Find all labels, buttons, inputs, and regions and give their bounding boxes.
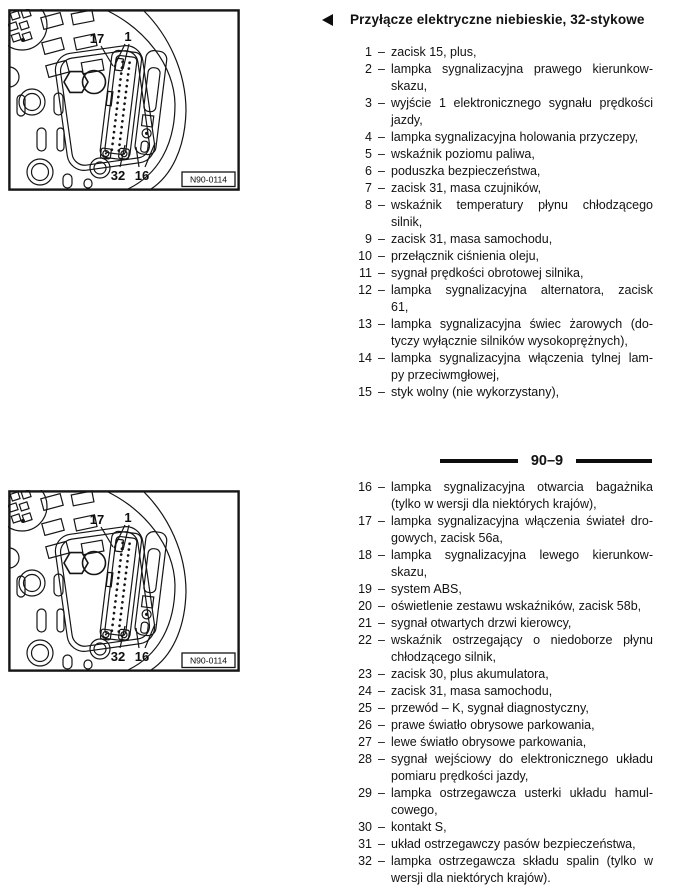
item-text (391, 282, 653, 316)
item-dash: – (378, 752, 385, 766)
list-item (338, 316, 654, 350)
item-text (391, 180, 653, 197)
item-text (391, 547, 653, 581)
list-item (338, 785, 654, 819)
item-dash: – (378, 45, 385, 59)
item-number: 4 (365, 130, 372, 144)
pin-list-16-32 (338, 479, 654, 887)
item-line: chłodzącego silnik, (391, 650, 496, 664)
list-item (338, 632, 654, 666)
item-line: lampka sygnalizacyjna włączenia świateł dro- (391, 514, 653, 528)
item-line: skazu, (391, 565, 428, 579)
item-text (391, 265, 653, 282)
list-item (338, 598, 654, 615)
item-line: lampka sygnalizacyjna otwarcia bagażnika (391, 480, 653, 494)
item-line: sygnał wejściowy do elektronicznego układu (391, 752, 653, 766)
item-dash: – (378, 820, 385, 834)
item-dash: – (378, 385, 385, 399)
item-dash: – (378, 96, 385, 110)
item-line: zacisk 31, masa samochodu, (391, 232, 553, 246)
item-number: 27 (358, 735, 372, 749)
item-number: 6 (365, 164, 372, 178)
item-number: 17 (358, 514, 372, 528)
item-number: 12 (358, 283, 372, 297)
item-dash: – (378, 684, 385, 698)
item-dash: – (378, 317, 385, 331)
list-item (338, 231, 654, 248)
item-number: 14 (358, 351, 372, 365)
list-item (338, 129, 654, 146)
item-text (391, 146, 653, 163)
item-number: 28 (358, 752, 372, 766)
item-text (391, 384, 653, 401)
item-number: 2 (365, 62, 372, 76)
list-item (338, 479, 654, 513)
item-line: wyjście 1 elektronicznego sygnału prędkości (391, 96, 653, 110)
section-marker-icon (322, 14, 333, 26)
item-text (391, 316, 653, 350)
list-item (338, 819, 654, 836)
item-number: 18 (358, 548, 372, 562)
item-number: 22 (358, 633, 372, 647)
list-item (338, 836, 654, 853)
item-line: wskaźnik temperatury płynu chłodzącego (391, 198, 653, 212)
item-number: 13 (358, 317, 372, 331)
item-number: 7 (365, 181, 372, 195)
item-number: 24 (358, 684, 372, 698)
item-number: 5 (365, 147, 372, 161)
list-item (338, 95, 654, 129)
item-number: 30 (358, 820, 372, 834)
item-line: zacisk 31, masa czujników, (391, 181, 542, 195)
item-number: 16 (358, 480, 372, 494)
list-item (338, 163, 654, 180)
item-number: 3 (365, 96, 372, 110)
page-title: Przyłącze elektryczne niebieskie, 32-stykowe (350, 12, 645, 27)
item-line: zacisk 15, plus, (391, 45, 477, 59)
item-dash: – (378, 351, 385, 365)
item-line: styk wolny (nie wykorzystany), (391, 385, 560, 399)
connector-figure-bottom (7, 490, 241, 672)
item-line: silnik, (391, 215, 423, 229)
item-number: 10 (358, 249, 372, 263)
list-item (338, 734, 654, 751)
item-dash: – (378, 514, 385, 528)
item-line: prawe światło obrysowe parkowania, (391, 718, 595, 732)
item-line: przewód – K, sygnał diagnostyczny, (391, 701, 589, 715)
item-dash: – (378, 62, 385, 76)
item-line: sygnał prędkości obrotowej silnika, (391, 266, 584, 280)
item-text (391, 751, 653, 785)
item-line: przełącznik ciśnienia oleju, (391, 249, 539, 263)
page-number: 90–9 (530, 453, 564, 469)
item-number: 19 (358, 582, 372, 596)
item-dash: – (378, 198, 385, 212)
item-line: lampka ostrzegawcza usterki układu hamul- (391, 786, 653, 800)
item-dash: – (378, 249, 385, 263)
list-item (338, 853, 654, 887)
item-number: 26 (358, 718, 372, 732)
item-text (391, 513, 653, 547)
section-title-row (322, 12, 682, 28)
list-item (338, 666, 654, 683)
item-text (391, 836, 653, 853)
item-text (391, 350, 653, 384)
item-number: 20 (358, 599, 372, 613)
item-dash: – (378, 164, 385, 178)
item-number: 1 (365, 45, 372, 59)
list-item (338, 248, 654, 265)
list-item (338, 751, 654, 785)
list-item (338, 615, 654, 632)
item-line: pomiaru prędkości jazdy, (391, 769, 529, 783)
list-item (338, 717, 654, 734)
item-text (391, 683, 653, 700)
item-text (391, 197, 653, 231)
item-text (391, 163, 653, 180)
item-dash: – (378, 283, 385, 297)
item-text (391, 581, 653, 598)
item-line: oświetlenie zestawu wskaźników, zacisk 58b, (391, 599, 642, 613)
item-line: tyczy wyłącznie silników wysokoprężnych), (391, 334, 628, 348)
item-line: skazu, (391, 79, 428, 93)
item-dash: – (378, 633, 385, 647)
item-text (391, 231, 653, 248)
item-line: gowych, zacisk 56a, (391, 531, 503, 545)
item-text (391, 129, 653, 146)
item-dash: – (378, 181, 385, 195)
item-number: 21 (358, 616, 372, 630)
item-line: lampka sygnalizacyjna alternatora, zacisk (391, 283, 653, 297)
item-line: sygnał otwartych drzwi kierowcy, (391, 616, 572, 630)
item-number: 9 (365, 232, 372, 246)
list-item (338, 700, 654, 717)
page-header (440, 452, 652, 470)
item-dash: – (378, 718, 385, 732)
header-rule-right (576, 459, 652, 463)
item-line: lampka sygnalizacyjna lewego kierunkow- (391, 548, 653, 562)
item-number: 11 (359, 266, 372, 280)
list-item (338, 384, 654, 401)
item-line: poduszka bezpieczeństwa, (391, 164, 541, 178)
list-item (338, 265, 654, 282)
item-text (391, 700, 653, 717)
list-item (338, 61, 654, 95)
item-dash: – (378, 701, 385, 715)
item-text (391, 717, 653, 734)
list-item (338, 350, 654, 384)
list-item (338, 146, 654, 163)
item-dash: – (378, 854, 385, 868)
item-text (391, 44, 653, 61)
item-dash: – (378, 786, 385, 800)
item-dash: – (378, 735, 385, 749)
item-text (391, 853, 653, 887)
item-text (391, 734, 653, 751)
list-item (338, 547, 654, 581)
list-item (338, 197, 654, 231)
item-dash: – (378, 616, 385, 630)
item-text (391, 248, 653, 265)
item-line: lampka ostrzegawcza składu spalin (tylko w (391, 854, 653, 868)
item-dash: – (378, 582, 385, 596)
item-text (391, 598, 653, 615)
item-text (391, 666, 653, 683)
item-dash: – (378, 232, 385, 246)
item-line: zacisk 30, plus akumulatora, (391, 667, 549, 681)
item-line: kontakt S, (391, 820, 447, 834)
item-line: wersji dla niektórych krajów). (391, 871, 551, 885)
item-text (391, 95, 653, 129)
item-number: 15 (358, 385, 372, 399)
item-number: 31 (358, 837, 372, 851)
item-dash: – (378, 480, 385, 494)
item-line: lampka sygnalizacyjna prawego kierunkow- (391, 62, 653, 76)
list-item (338, 180, 654, 197)
item-line: (tylko w wersji dla niektórych krajów), (391, 497, 597, 511)
item-line: wskaźnik ostrzegający o niedoborze płynu (391, 633, 653, 647)
item-line: jazdy, (391, 113, 423, 127)
item-line: lewe światło obrysowe parkowania, (391, 735, 587, 749)
item-dash: – (378, 548, 385, 562)
list-item (338, 581, 654, 598)
item-line: wskaźnik poziomu paliwa, (391, 147, 535, 161)
item-dash: – (378, 667, 385, 681)
item-dash: – (378, 599, 385, 613)
list-item (338, 683, 654, 700)
item-dash: – (378, 130, 385, 144)
item-dash: – (378, 837, 385, 851)
item-text (391, 785, 653, 819)
item-number: 23 (358, 667, 372, 681)
header-rule-left (440, 459, 518, 463)
item-line: zacisk 31, masa samochodu, (391, 684, 553, 698)
item-line: cowego, (391, 803, 438, 817)
item-number: 25 (358, 701, 372, 715)
list-item (338, 44, 654, 61)
item-text (391, 61, 653, 95)
item-number: 32 (358, 854, 372, 868)
item-number: 8 (365, 198, 372, 212)
item-text (391, 615, 653, 632)
item-text (391, 632, 653, 666)
list-item (338, 282, 654, 316)
item-line: układ ostrzegawczy pasów bezpieczeństwa, (391, 837, 636, 851)
item-line: lampka sygnalizacyjna świec żarowych (do- (391, 317, 653, 331)
item-dash: – (378, 266, 385, 280)
item-line: 61, (391, 300, 409, 314)
item-line: lampka sygnalizacyjna włączenia tylnej lam- (391, 351, 653, 365)
list-item (338, 513, 654, 547)
item-line: py przeciwmgłowej, (391, 368, 500, 382)
item-text (391, 819, 653, 836)
item-dash: – (378, 147, 385, 161)
item-text (391, 479, 653, 513)
item-line: lampka sygnalizacyjna holowania przyczepy, (391, 130, 639, 144)
item-number: 29 (358, 786, 372, 800)
connector-figure-top (7, 9, 241, 191)
item-line: system ABS, (391, 582, 462, 596)
pin-list-1-15 (338, 44, 654, 401)
